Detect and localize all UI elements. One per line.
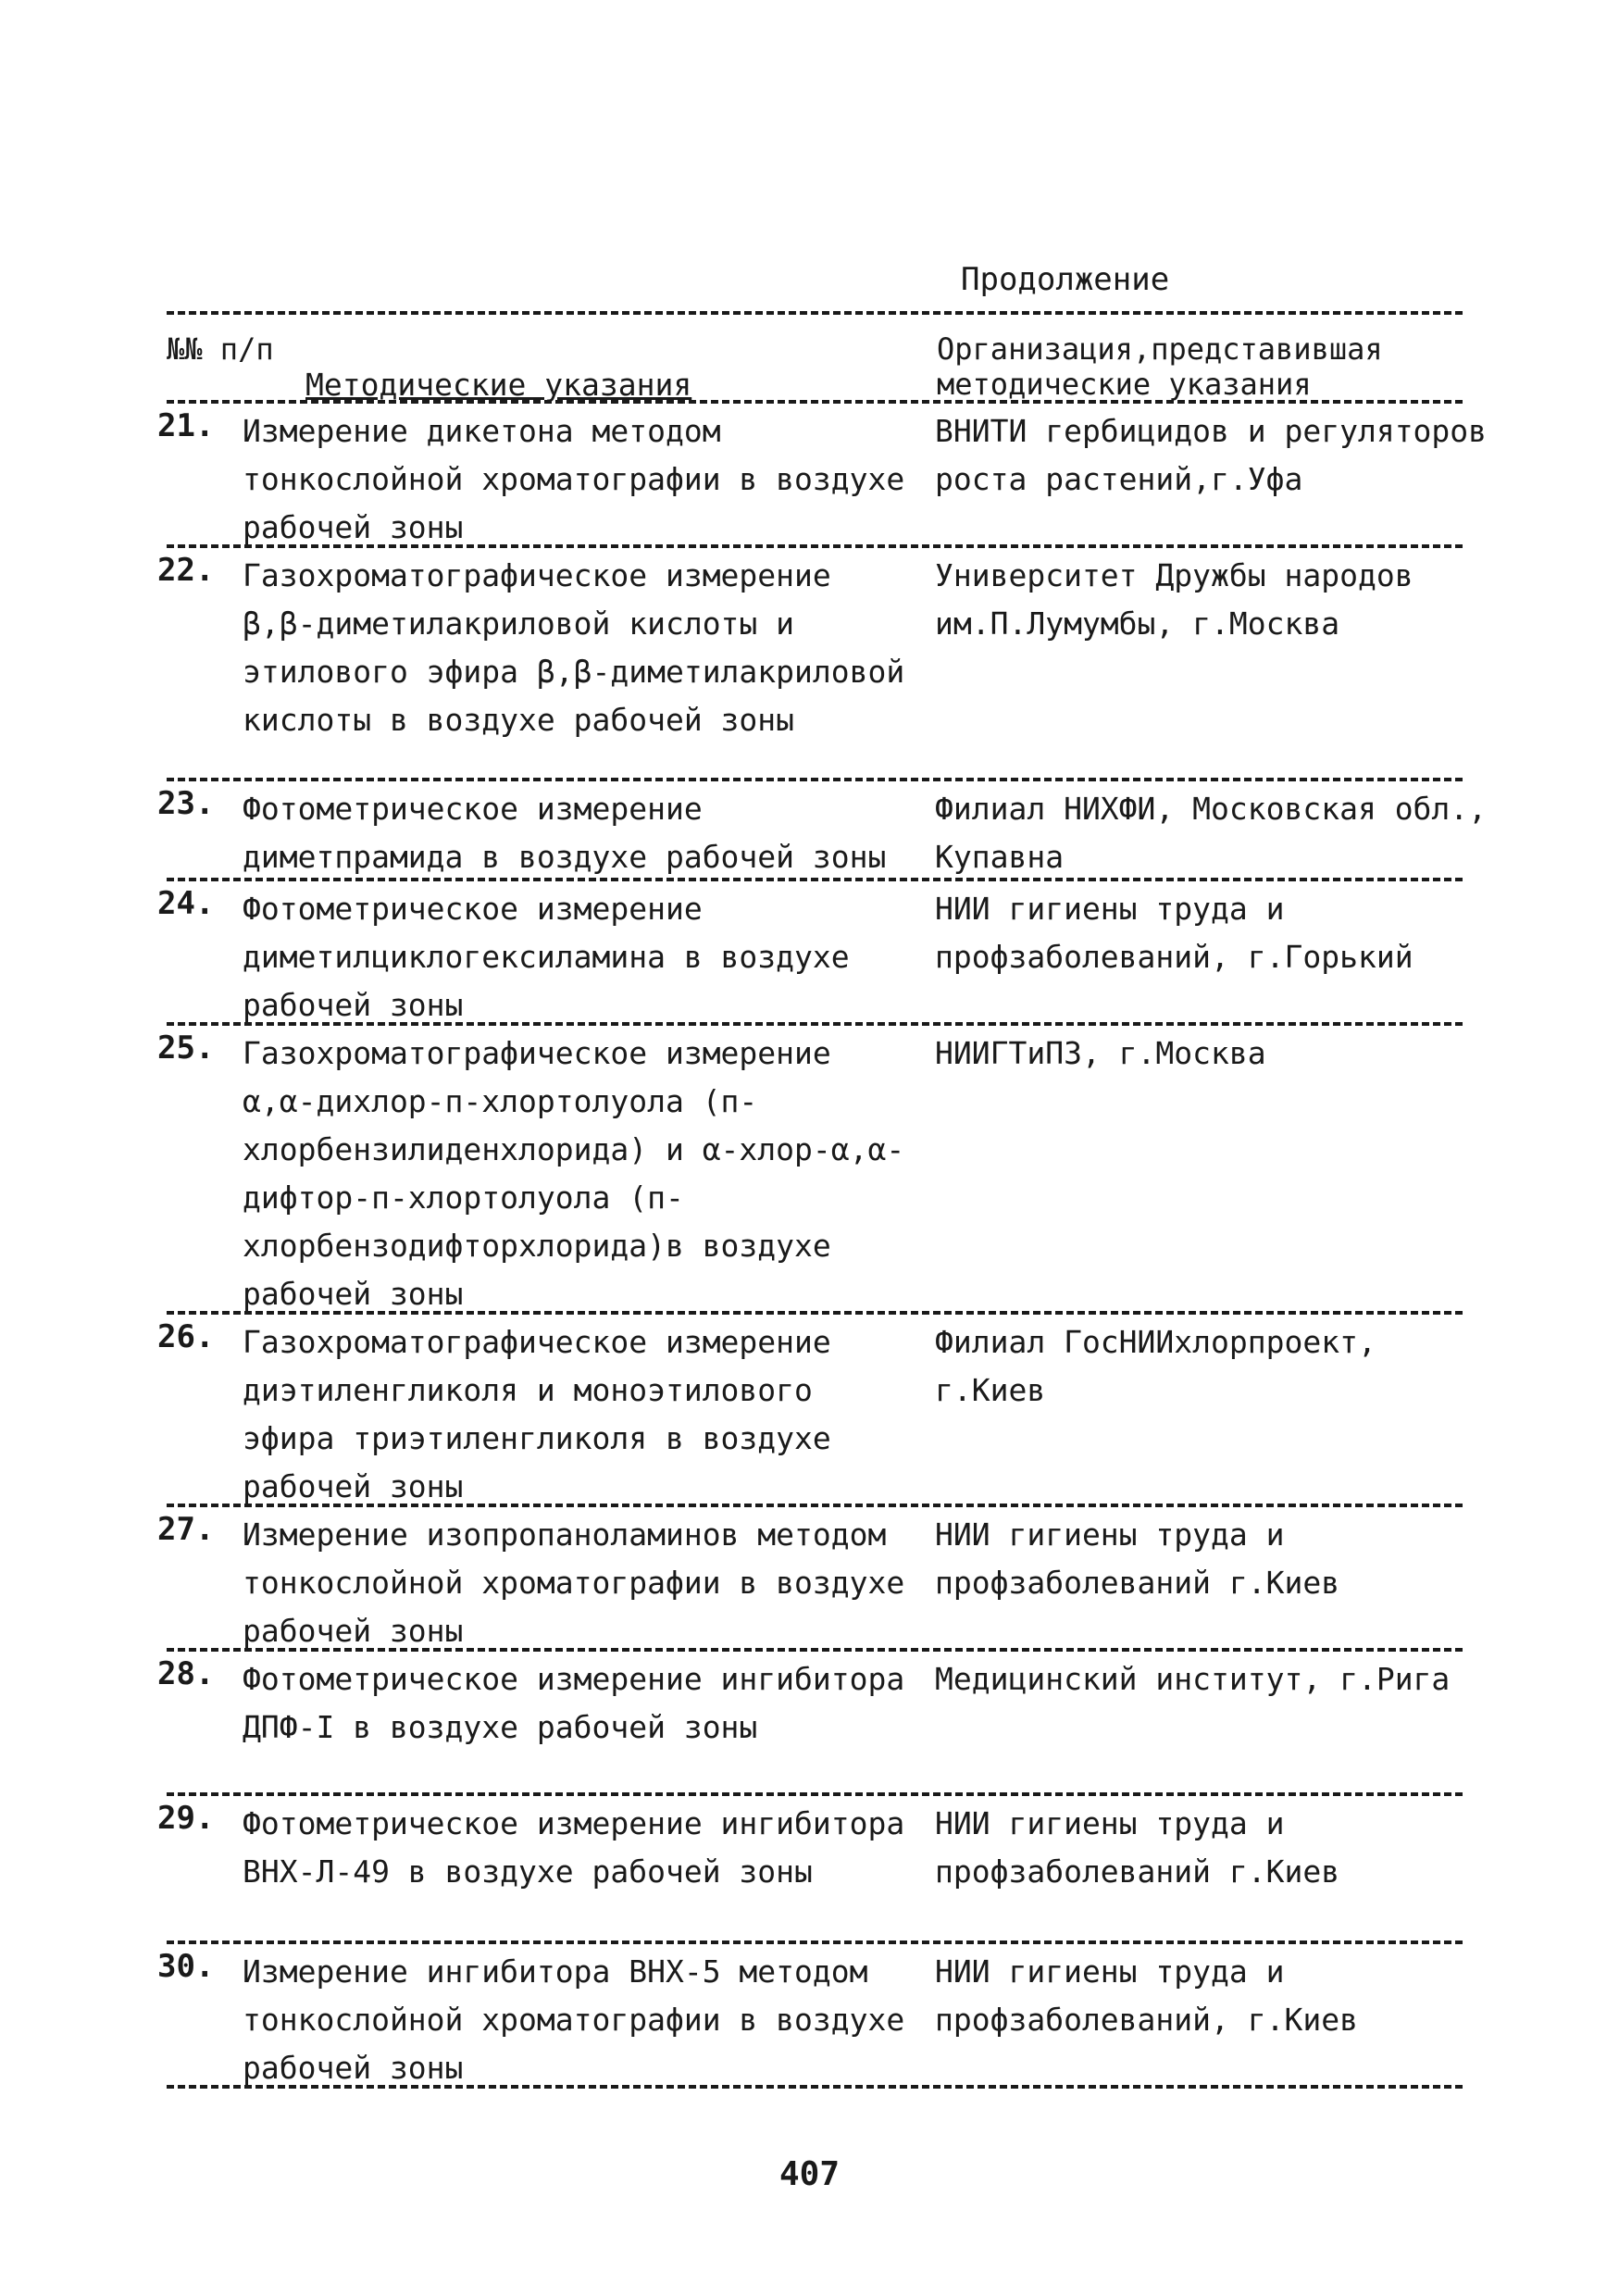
row-method: Фотометрическое измерение диметпрамида в воздухе рабочей зоны [243,791,887,875]
header-number: №№ п/п [167,331,274,367]
row-number: 24. [157,885,215,922]
header-method: Методические указания [305,367,692,403]
row-organization: Филиал ГосНИИхлорпроект, г.Киев [935,1324,1376,1408]
row-organization: НИИ гигиены труда и профзаболеваний г.Киев [935,1805,1340,1890]
continuation-label: Продолжение [961,261,1170,298]
row-number: 21. [157,407,215,444]
row-number: 27. [157,1511,215,1548]
row-organization: Филиал НИХФИ, Московская обл., Купавна [935,791,1488,875]
row-rule [167,1648,1463,1652]
row-organization: НИИ гигиены труда и профзаболеваний, г.Горький [935,891,1414,975]
row-method: Измерение изопропаноламинов методом тонкослойной хроматографии в воздухе рабочей зоны [243,1516,905,1649]
row-number: 28. [157,1655,215,1692]
row-rule [167,544,1463,548]
row-rule [167,1311,1463,1315]
row-organization: ВНИТИ гербицидов и регуляторов роста растений,г.Уфа [935,413,1488,497]
row-number: 30. [157,1948,215,1985]
row-method: Фотометрическое измерение ингибитора ДПФ-I в воздухе рабочей зоны [243,1661,905,1745]
table-bottom-rule [167,2085,1463,2089]
row-method: Газохроматографическое измерение β,β-диметилакриловой кислоты и этилового эфира β,β-диметилакриловой кислоты в воздухе рабочей зоны [243,557,905,738]
row-rule [167,878,1463,881]
row-method: Фотометрическое измерение ингибитора ВНХ-Л-49 в воздухе рабочей зоны [243,1805,905,1890]
row-rule [167,1792,1463,1796]
row-organization: НИИ гигиены труда и профзаболеваний, г.Киев [935,1953,1358,2038]
header-organization: Организация,представившая методические указания [937,331,1383,402]
table-top-rule [167,311,1463,315]
row-organization: НИИГТиПЗ, г.Москва [935,1035,1266,1071]
row-number: 25. [157,1029,215,1067]
row-rule [167,1504,1463,1507]
row-organization: НИИ гигиены труда и профзаболеваний г.Киев [935,1516,1340,1601]
row-method: Измерение дикетона методом тонкослойной хроматографии в воздухе рабочей зоны [243,413,905,545]
header-rule [167,400,1463,404]
row-rule [167,1940,1463,1944]
row-rule [167,1022,1463,1026]
row-organization: Медицинский институт, г.Рига [935,1661,1451,1697]
row-method: Газохроматографическое измерение α,α-дихлор-п-хлортолуола (п-хлорбензилиденхлорида) и α-хлор-α,α-дифтор-п-хлортолуола (п-хлорбензодифторхлорида)в воздухе рабочей зоны [243,1035,905,1312]
row-number: 29. [157,1800,215,1837]
row-organization: Университет Дружбы народов им.П.Лумумбы, г.Москва [935,557,1414,642]
row-rule [167,778,1463,781]
row-number: 26. [157,1318,215,1355]
row-method: Газохроматографическое измерение диэтиленгликоля и моноэтилового эфира триэтиленгликоля в воздухе рабочей зоны [243,1324,831,1504]
row-method: Фотометрическое измерение диметилциклогексиламина в воздухе рабочей зоны [243,891,850,1023]
row-number: 23. [157,785,215,822]
row-number: 22. [157,552,215,589]
row-method: Измерение ингибитора ВНХ-5 методом тонкослойной хроматографии в воздухе рабочей зоны [243,1953,905,2086]
page-number: 407 [778,2155,841,2193]
